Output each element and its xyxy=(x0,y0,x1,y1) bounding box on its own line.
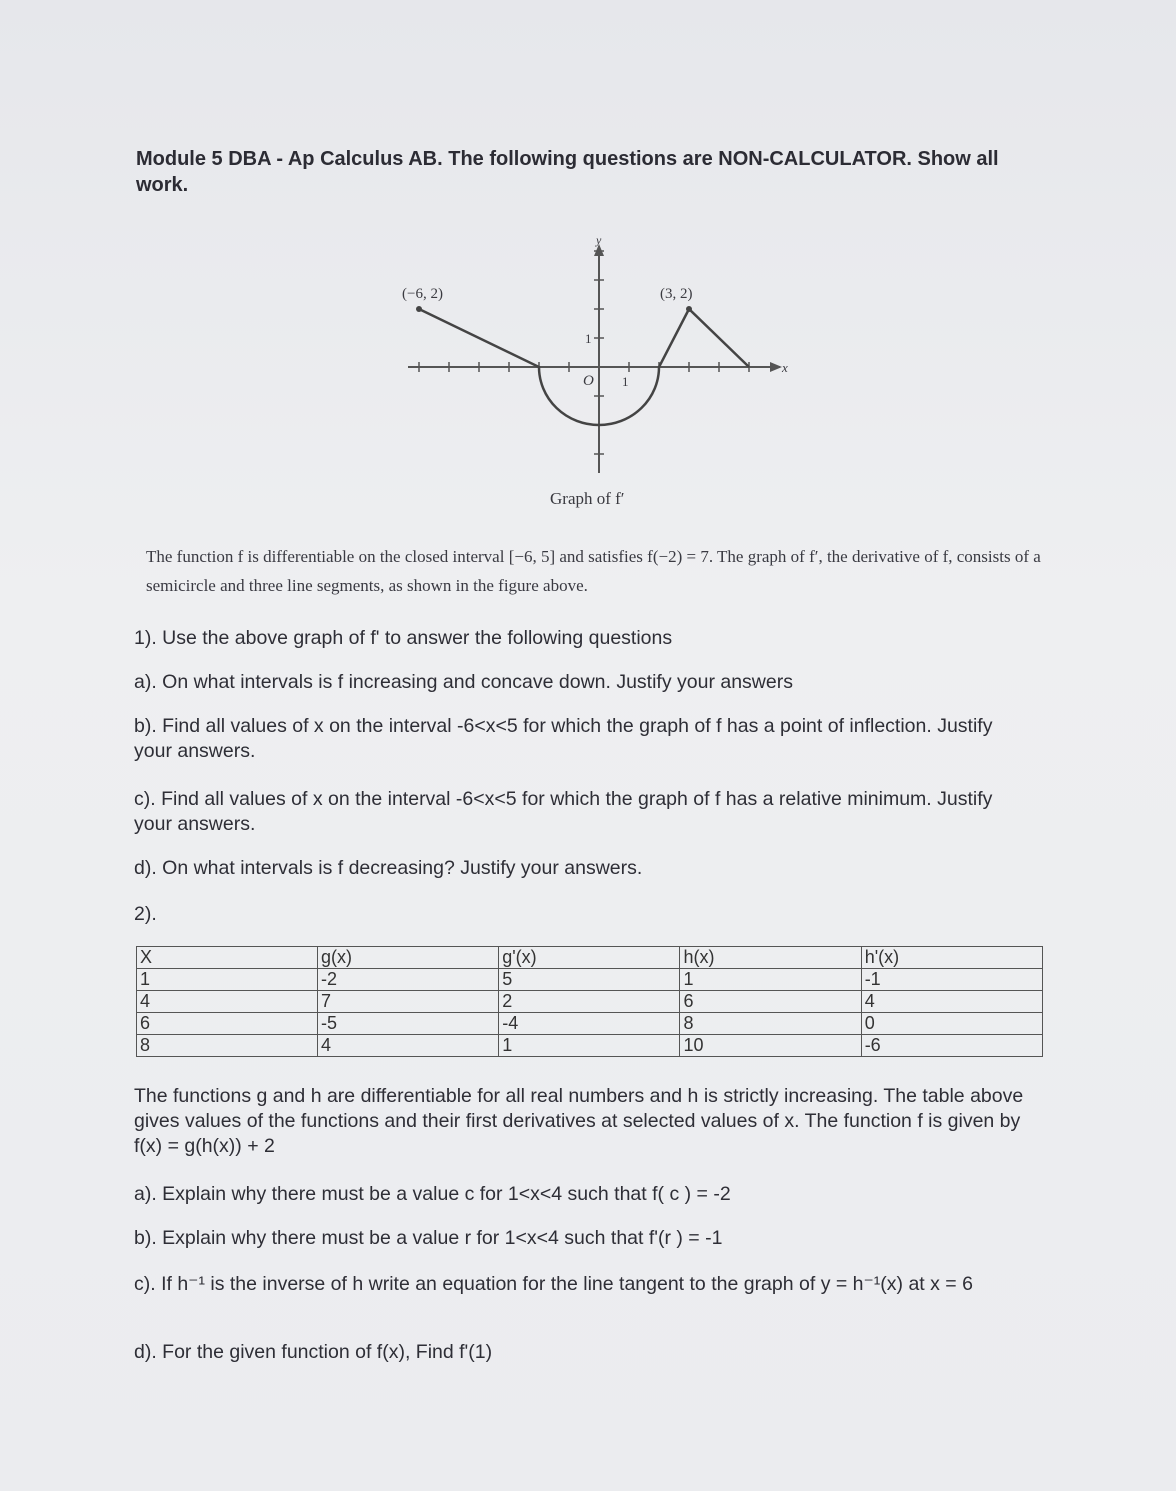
table-cell: 10 xyxy=(680,1035,861,1057)
table-row xyxy=(137,1035,1043,1057)
table-cell: 4 xyxy=(861,991,1042,1013)
point-left-marker xyxy=(416,306,422,312)
table-cell: -5 xyxy=(317,1013,498,1035)
problem-intro: The function f is differentiable on the closed interval [−6, 5] and satisfies f(−2) = 7. The graph of f′, the derivative of f, consists of a semicircle and three line segments, as shown in the figure above. xyxy=(146,547,1041,595)
table-row xyxy=(137,969,1043,991)
table-cell: 5 xyxy=(499,969,680,991)
page-title: Module 5 DBA - Ap Calculus AB. The following questions are NON-CALCULATOR. Show all work. xyxy=(136,148,999,196)
table-cell: 2 xyxy=(499,991,680,1013)
table-cell: -2 xyxy=(317,969,498,991)
table-header-row xyxy=(137,947,1043,969)
point-right-label: (3, 2) xyxy=(660,286,693,302)
table-header-cell: h(x) xyxy=(680,947,861,969)
point-right-marker xyxy=(686,306,692,312)
q1-part-b: b). Find all values of x on the interval -6<x<5 for which the graph of f has a point of inflection. Justify your answers. xyxy=(134,715,993,762)
table-cell: 0 xyxy=(861,1013,1042,1035)
table-header-cell: h'(x) xyxy=(861,947,1042,969)
graph-caption: Graph of f′ xyxy=(550,489,625,508)
q2-description: The functions g and h are differentiable for all real numbers and h is strictly increasing. The table above gives values of the functions and their first derivatives at selected values of x. The function f is given by f(x) = g(h(x)) + 2 xyxy=(134,1085,1024,1157)
q2-part-a: a). Explain why there must be a value c for 1<x<4 such that f( c ) = -2 xyxy=(134,1183,731,1205)
table-header-cell: g(x) xyxy=(317,947,498,969)
table-cell: 1 xyxy=(137,969,318,991)
derivative-graph xyxy=(390,228,810,518)
table-cell: 4 xyxy=(317,1035,498,1057)
table-cell: 7 xyxy=(317,991,498,1013)
table-cell: 1 xyxy=(680,969,861,991)
table-row xyxy=(137,1013,1043,1035)
q2-part-c: c). If h⁻¹ is the inverse of h write an equation for the line tangent to the graph of y = h⁻¹(x) at x = 6 xyxy=(134,1273,973,1295)
point-left-label: (−6, 2) xyxy=(402,286,443,302)
q1-part-c: c). Find all values of x on the interval -6<x<5 for which the graph of f has a relative minimum. Justify your answers. xyxy=(134,788,993,835)
table-cell: 8 xyxy=(137,1035,318,1057)
table-cell: -1 xyxy=(861,969,1042,991)
origin-label: O xyxy=(583,373,594,389)
q2-part-b: b). Explain why there must be a value r for 1<x<4 such that f'(r ) = -1 xyxy=(134,1227,723,1249)
table-header-cell: g'(x) xyxy=(499,947,680,969)
q2-part-d: d). For the given function of f(x), Find f'(1) xyxy=(134,1341,493,1363)
table-cell: 4 xyxy=(137,991,318,1013)
q2-heading: 2). xyxy=(134,903,157,925)
values-table xyxy=(136,946,1043,1057)
table-cell: -4 xyxy=(499,1013,680,1035)
y-axis-label: y xyxy=(596,233,602,247)
x-axis-arrow xyxy=(770,362,782,372)
table-cell: -6 xyxy=(861,1035,1042,1057)
table-cell: 8 xyxy=(680,1013,861,1035)
table-cell: 1 xyxy=(499,1035,680,1057)
q1-part-a: a). On what intervals is f increasing and concave down. Justify your answers xyxy=(134,671,793,693)
y-tick-label: 1 xyxy=(585,331,592,346)
q1-part-d: d). On what intervals is f decreasing? Justify your answers. xyxy=(134,857,643,879)
table-cell: 6 xyxy=(680,991,861,1013)
table-cell: 6 xyxy=(137,1013,318,1035)
table-row xyxy=(137,991,1043,1013)
x-axis-label: x xyxy=(782,360,788,375)
x-tick-label: 1 xyxy=(622,374,629,389)
table-header-cell: X xyxy=(137,947,318,969)
q1-heading: 1). Use the above graph of f' to answer the following questions xyxy=(134,627,673,649)
